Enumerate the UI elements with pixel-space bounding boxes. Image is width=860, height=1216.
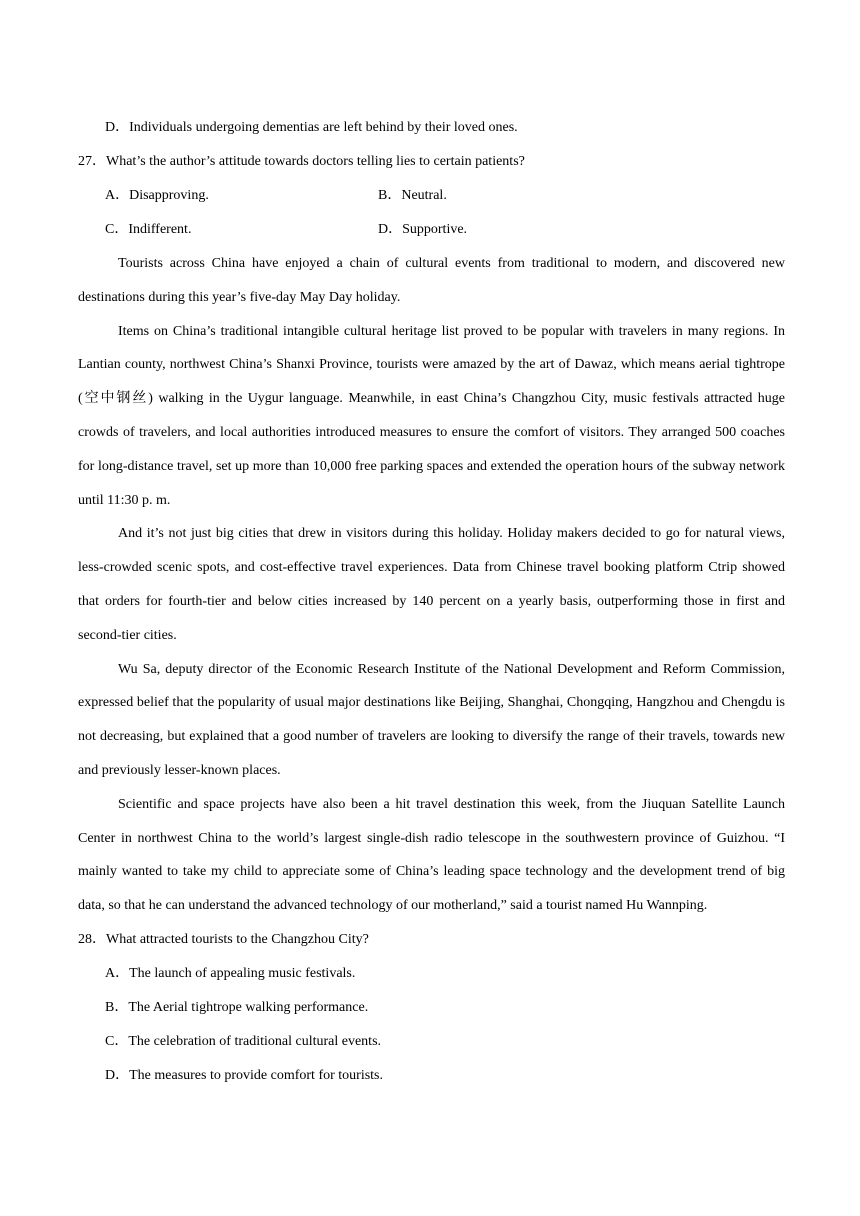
q28-option-c: C．The celebration of traditional cultural events. bbox=[105, 1033, 382, 1049]
page-content bbox=[78, 111, 785, 1093]
q27-option-c: C．Indifferent. bbox=[105, 222, 192, 237]
q27-option-b: B．Neutral. bbox=[378, 188, 447, 203]
passage-paragraph-5-text: Scientific and space projects have also been a hit travel destination this week, from the Jiuquan Satellite Launch Center in northwest China to the world’s largest single-dish radio telescope in the southwestern province of Guizhou. “I mainly wanted to take my child to appreciate some of China’s leading space technology and the development trend of big data, so that he can understand the advanced technology of our motherland,” said a tourist named Hu Wannping. bbox=[78, 796, 785, 914]
passage-paragraph-2-text: Items on China’s traditional intangible cultural heritage list proved to be popular with travelers in many regions. In Lantian county, northwest China’s Shanxi Province, tourists were amazed by the art of Dawaz, which means aerial tightrope (空中钢丝) walking in the Uygur language. Meanwhile, in east China’s Changzhou City, music festivals attracted huge crowds of travelers, and local authorities introduced measures to ensure the comfort of visitors. They arranged 500 coaches for long-distance travel, set up more than 10,000 free parking spaces and extended the operation hours of the subway network until 11:30 p. m. bbox=[78, 323, 785, 508]
q27-options-row-2 bbox=[78, 213, 785, 247]
passage-paragraph-1-text: Tourists across China have enjoyed a chain of cultural events from traditional to modern, and discovered new destinations during this year’s five-day May Day holiday. bbox=[78, 256, 785, 305]
q28-option-a: A．The launch of appealing music festivals. bbox=[105, 965, 356, 981]
q28-stem: 28．What attracted tourists to the Changzhou City? bbox=[78, 931, 369, 947]
passage-paragraph-4 bbox=[78, 653, 785, 788]
q27-stem: 27．What’s the author’s attitude towards doctors telling lies to certain patients? bbox=[78, 154, 525, 169]
passage-paragraph-1 bbox=[78, 247, 785, 315]
passage-paragraph-5 bbox=[78, 788, 785, 923]
q28-option-d: D．The measures to provide comfort for tourists. bbox=[105, 1067, 383, 1083]
passage-paragraph-3 bbox=[78, 517, 785, 652]
q27-options-row-1 bbox=[78, 179, 785, 213]
q27-option-d: D．Supportive. bbox=[378, 222, 468, 237]
passage-paragraph-4-text: Wu Sa, deputy director of the Economic Research Institute of the National Development and Reform Commission, expressed belief that the popularity of usual major destinations like Beijing, Shanghai, Chongqing, Hangzhou and Chengdu is not decreasing, but explained that a good number of travelers are looking to diversify the range of their travels, towards new and previously lesser-known places. bbox=[78, 661, 785, 778]
q26-option-d: D．Individuals undergoing dementias are left behind by their loved ones. bbox=[105, 120, 518, 135]
q27-option-a: A．Disapproving. bbox=[105, 188, 209, 203]
passage-paragraph-3-text: And it’s not just big cities that drew in visitors during this holiday. Holiday makers decided to go for natural views, less-crowded scenic spots, and cost-effective travel experiences. Data from Chinese travel booking platform Ctrip showed that orders for fourth-tier and below cities increased by 140 percent on a yearly basis, outperforming those in first and second-tier cities. bbox=[78, 526, 785, 643]
passage-paragraph-2 bbox=[78, 315, 785, 518]
q28-option-b: B．The Aerial tightrope walking performance. bbox=[105, 999, 369, 1015]
